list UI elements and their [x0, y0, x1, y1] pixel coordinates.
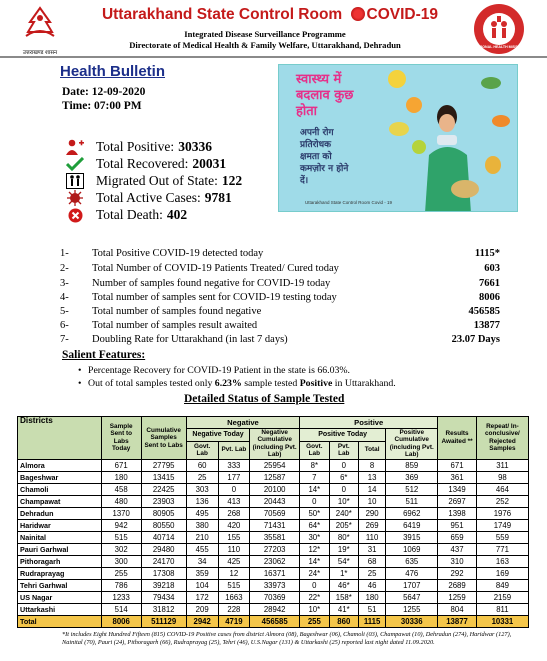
nhm-logo: NATIONAL HEALTH MISSION — [474, 4, 524, 54]
col-negative: Negative — [186, 417, 299, 429]
col-negative-today: Negative Today — [186, 429, 249, 442]
table-row: Nainital 515 40714 210 155 35581 30* 80* 110 3915 659 559 — [18, 531, 529, 543]
col-awaited: Results Awaited ** — [438, 417, 477, 460]
table-row: Rudraprayag 255 17308 359 12 16371 24* 1* 25 476 292 169 — [18, 567, 529, 579]
table-row: Uttarkashi 514 31812 209 228 28942 10* 41* 51 1255 804 811 — [18, 603, 529, 615]
directorate-name: Directorate of Medical Health & Family Welfare, Uttarakhand, Dehradun — [129, 40, 401, 50]
programme-name: Integrated Disease Surveillance Programme — [184, 29, 346, 39]
summary-total-death: Total Death: 402 — [62, 206, 187, 224]
bulletin-time: Time: 07:00 PM — [62, 100, 142, 112]
col-neg-govt: Govt. Lab — [186, 441, 218, 459]
logo-caption: उत्तराखण्ड शासन — [22, 50, 58, 56]
govt-emblem-logo — [18, 4, 62, 54]
stat-row: 1- Total Positive COVID-19 detected today 1115* — [60, 248, 500, 259]
table-row: Champawat 480 23903 136 413 20443 0 10* 10 511 2697 252 — [18, 495, 529, 507]
table-footnote: *It includes Eight Hundred Fifteen (815) COVID-19 Positive cases from district Almora (08), Bageshwar (06), Chamoli (03), Champawat (10), Dehradun (274), Haridwar (127), Nainital (70), Pauri (24), Pithoragarh (66), Rudraprayag (25), Tehri (46), U.S.Nagar (131) & Uttarkashi (25) reported last night dated 11.09.2020. — [62, 631, 512, 646]
stat-row: 3- Number of samples found negative for COVID-19 today 7661 — [60, 278, 500, 289]
control-room-title: Uttarakhand State Control Room COVID-19 — [101, 6, 439, 23]
table-row: Dehradun 1370 80905 495 268 70569 50* 240* 290 6962 1398 1976 — [18, 507, 529, 519]
check-icon — [62, 156, 88, 172]
table-row: Pithoragarh 300 24170 34 425 23062 14* 54* 68 635 310 163 — [18, 555, 529, 567]
table-row: Haridwar 942 80550 380 420 71431 64* 205* 269 6419 951 1749 — [18, 519, 529, 531]
col-pos-govt: Govt. Lab — [300, 441, 329, 459]
cross-circle-icon — [62, 207, 88, 223]
table-row: US Nagar 1233 79434 172 1663 70369 22* 158* 180 5647 1259 2159 — [18, 591, 529, 603]
col-sample-today: Sample Sent to Labs Today — [101, 417, 141, 460]
col-positive: Positive — [300, 417, 438, 429]
covid-logo — [351, 7, 365, 21]
summary-total-recovered: Total Recovered: 20031 — [62, 155, 226, 173]
salient-bullet-positivity: • Out of total samples tested only 6.23% sample tested Positive in Uttarakhand. — [88, 378, 396, 389]
col-positive-cumulative: Positive Cumulative (including Pvt. Lab) — [386, 429, 438, 460]
stat-row: 7- Doubling Rate for Uttarakhand (in last 7 days) 23.07 Days — [60, 334, 500, 345]
poster-message: अपनी रोग प्रतिरोधक क्षमता को कमज़ोर न होने दें। — [300, 128, 349, 186]
summary-total-positive: Total Positive: 30336 — [62, 138, 212, 156]
col-repeat: Repeat/ In-conclusive/ Rejected Samples — [476, 417, 528, 460]
table-row: Almora 671 27795 60 333 25954 8* 0 8 859 671 311 — [18, 459, 529, 471]
col-neg-pvt: Pvt. Lab — [218, 441, 250, 459]
stat-row: 5- Total number of samples found negative 456585 — [60, 306, 500, 317]
col-negative-cumulative: Negative Cumulative (including Pvt. Lab) — [250, 429, 300, 460]
table-row: Chamoli 458 22425 303 0 20100 14* 0 14 512 1349 464 — [18, 483, 529, 495]
table-row: Tehri Garhwal 786 39218 104 515 33973 0 46* 46 1707 2689 849 — [18, 579, 529, 591]
stat-row: 2- Total Number of COVID-19 Patients Treated/ Cured today 603 — [60, 263, 500, 274]
summary-active-cases: Total Active Cases: 9781 — [62, 189, 232, 207]
table-total-row: Total 8006 511129 2942 4719 456585 255 860 1115 30336 13877 10331 — [18, 615, 529, 627]
bulletin-date: Date: 12-09-2020 — [62, 86, 146, 98]
col-pos-pvt: Pvt. Lab — [329, 441, 358, 459]
header-divider — [0, 56, 547, 58]
stat-row: 6- Total number of samples result awaited 13877 — [60, 320, 500, 331]
summary-migrated: Migrated Out of State: 122 — [62, 172, 242, 190]
migrated-icon — [62, 173, 88, 189]
stat-row: 4- Total number of samples sent for COVID-19 testing today 8006 — [60, 292, 500, 303]
col-pos-total: Total — [359, 441, 386, 459]
salient-features-title: Salient Features: — [62, 349, 146, 361]
poster-headline: स्वास्थ्य में बदलाव कुछ होता — [296, 72, 354, 119]
col-cumulative: Cumulative Samples Sent to Labs — [141, 417, 186, 460]
table-row: Pauri Garhwal 302 29480 455 110 27203 12* 19* 31 1069 437 771 — [18, 543, 529, 555]
col-districts: Districts — [18, 417, 102, 460]
bulletin-title: Health Bulletin — [60, 63, 166, 80]
col-positive-today: Positive Today — [300, 429, 386, 442]
poster-footer: Uttarakhand State Control Room Covid - 19 — [305, 200, 393, 205]
table-row: Bageshwar 180 13415 25 177 12587 7 6* 13 369 361 98 — [18, 471, 529, 483]
plus-person-icon — [62, 139, 88, 155]
table-title: Detailed Status of Sample Tested — [184, 393, 345, 405]
sample-status-table — [17, 416, 529, 628]
salient-bullet-recovery: • Percentage Recovery for COVID-19 Patient in the state is 66.03%. — [88, 365, 350, 376]
virus-icon — [62, 190, 88, 206]
